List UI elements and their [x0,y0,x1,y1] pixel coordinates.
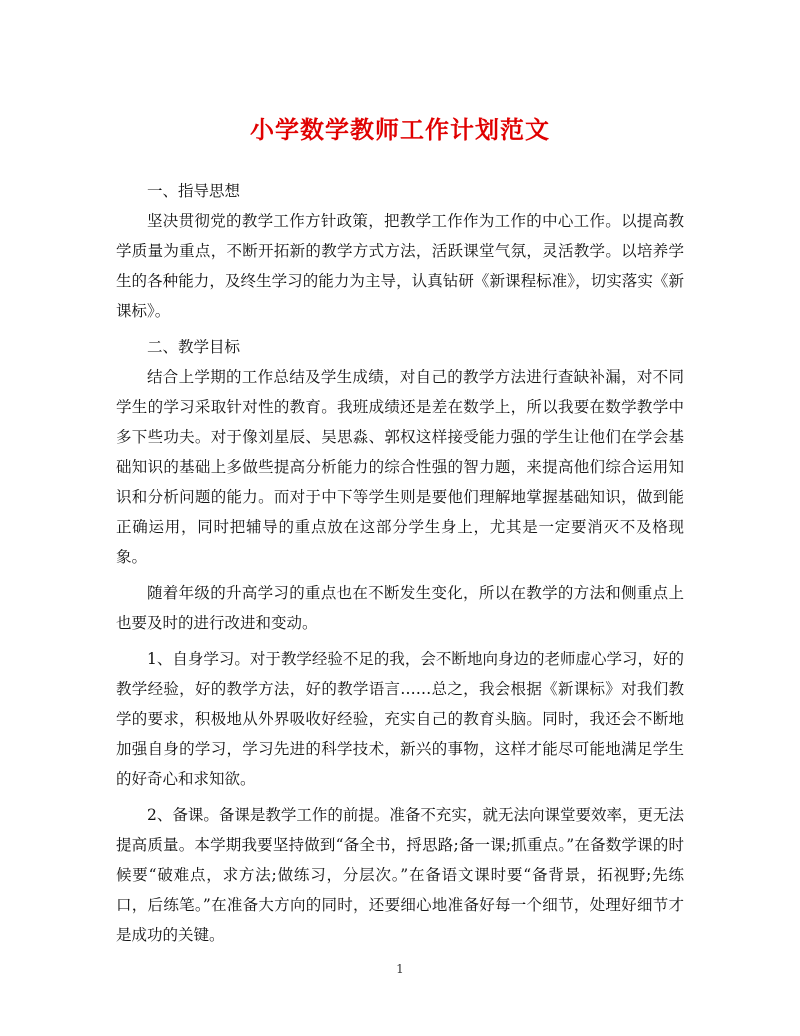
document-body [116,176,684,956]
page-number: 1 [396,962,404,976]
paragraph-lesson-prep: 2、备课。备课是教学工作的前提。准备不充实，就无法向课堂要效率，更无法提高质量。本学期我要坚持做到“备全书，捋思路;备一课;抓重点。”在备数学课的时候要“破难点，求方法;做练习，分层次。”在备语文课时要“备背景，拓视野;先练口，后练笔。”在准备大方向的同时，还要细心地准备好每一个细节，处理好细节才是成功的关键。 [116,806,684,944]
paragraph-grade-changes: 随着年级的升高学习的重点也在不断发生变化，所以在教学的方法和侧重点上也要及时的进行改进和变动。 [116,584,684,632]
paragraph-guiding-thought: 坚决贯彻党的教学工作方针政策，把教学工作作为工作的中心工作。以提高教学质量为重点，不断开拓新的教学方式方法，活跃课堂气氛，灵活教学。以培养学生的各种能力，及终生学习的能力为主导，认真钻研《新课程标准》，切实落实《新课标》。 [116,212,684,320]
document-title: 小学数学教师工作计划范文 [250,115,550,144]
section-heading-guiding-thought: 一、指导思想 [147,182,241,200]
paragraph-self-study: 1、自身学习。对于教学经验不足的我，会不断地向身边的老师虚心学习，好的教学经验，好的教学方法，好的教学语言……总之，我会根据《新课标》对我们教学的要求，积极地从外界吸收好经验，充实自己的教育头脑。同时，我还会不断地加强自身的学习，学习先进的科学技术，新兴的事物，这样才能尽可能地满足学生的好奇心和求知欲。 [116,650,684,788]
paragraph-teaching-goals: 结合上学期的工作总结及学生成绩，对自己的教学方法进行查缺补漏，对不同学生的学习采取针对性的教育。我班成绩还是差在数学上，所以我要在数学教学中多下些功夫。对于像刘星辰、吴思淼、郭权这样接受能力强的学生让他们在学会基础知识的基础上多做些提高分析能力的综合性强的智力题，来提高他们综合运用知识和分析问题的能力。而对于中下等学生则是要他们理解地掌握基础知识，做到能正确运用，同时把辅导的重点放在这部分学生身上，尤其是一定要消灭不及格现象。 [116,368,684,566]
section-heading-teaching-goals: 二、教学目标 [147,338,241,356]
